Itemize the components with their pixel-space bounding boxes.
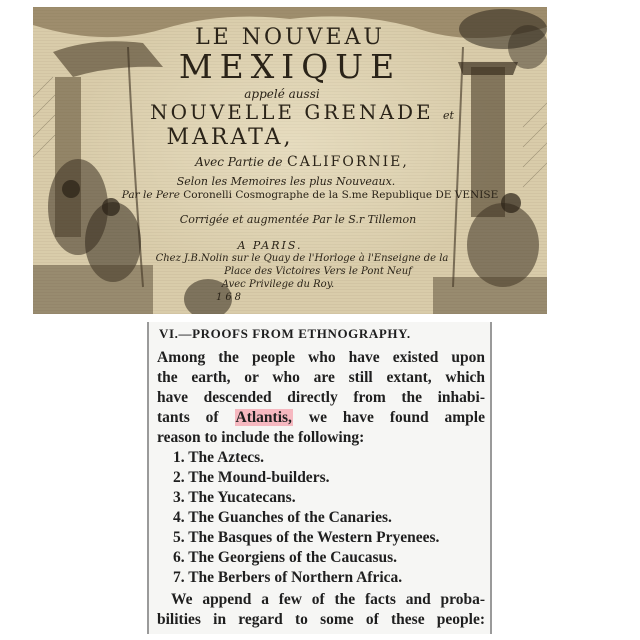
map-title-nouvelle-grenade xyxy=(45,100,547,124)
list-item: 7. The Berbers of Northern Africa. xyxy=(173,569,403,586)
map-line-selon: Selon les Memoires les plus Nouveaux. xyxy=(176,175,396,188)
list-item: 1. The Aztecs. xyxy=(173,449,264,466)
map-title-le-nouveau: LE NOUVEAU xyxy=(195,25,385,50)
map-text-avec: Avec Partie de xyxy=(195,155,283,169)
map-line-avec-californie xyxy=(45,154,547,170)
map-line-privilege: Avec Privilege du Roy. xyxy=(221,279,335,290)
list-item: 6. The Georgiens of the Caucasus. xyxy=(173,549,398,566)
map-text-coronelli: Coronelli Cosmographe de la S.me Republique DE VENISE xyxy=(183,189,499,201)
map-line-chez: Chez J.B.Nolin sur le Quay de l'Horloge à l'Enseigne de la xyxy=(155,253,449,264)
section-heading: VI.—PROOFS FROM ETHNOGRAPHY. xyxy=(159,326,411,341)
highlighted-word-atlantis: Atlantis, xyxy=(235,409,292,426)
list-item: 2. The Mound-builders. xyxy=(173,469,330,486)
map-line-year: 168 xyxy=(215,292,245,303)
closing-line-1: We append a few of the facts and proba- xyxy=(171,591,485,608)
map-line-coronelli xyxy=(53,189,547,201)
intro-line-3: have descended directly from the inhabi- xyxy=(157,389,485,406)
intro-line-1: Among the people who have existed upon xyxy=(157,349,485,366)
closing-line-2: bilities in regard to some of these people: xyxy=(157,611,485,628)
map-title-marata: MARATA, xyxy=(166,125,294,150)
map-title-nouvelle-grenade-text: NOUVELLE GRENADE xyxy=(150,100,434,124)
map-line-place: Place des Victoires Vers le Pont Neuf xyxy=(224,266,412,277)
list-item: 3. The Yucatecans. xyxy=(173,489,296,506)
map-line-a-paris: A PARIS. xyxy=(237,239,303,252)
intro-line-4-after: we have found ample xyxy=(308,409,485,426)
list-item: 5. The Basques of the Western Pryenees. xyxy=(173,529,440,546)
list-item: 4. The Guanches of the Canaries. xyxy=(173,509,392,526)
map-text-appele: appelé aussi xyxy=(244,87,320,101)
map-title-et: et xyxy=(442,109,454,122)
map-text-par: Par le Pere xyxy=(121,189,180,201)
intro-line-4-before: tants of xyxy=(157,409,219,426)
intro-line-2: the earth, or who are still extant, which xyxy=(157,369,485,386)
map-line-corrigee: Corrigée et augmentée Par le S.r Tillemon xyxy=(179,213,417,226)
newspaper-clipping xyxy=(147,322,492,634)
intro-line-5: reason to include the following: xyxy=(157,429,365,446)
map-title-mexique: MEXIQUE xyxy=(178,47,402,86)
map-text-californie: CALIFORNIE, xyxy=(287,154,409,170)
intro-line-4 xyxy=(157,408,485,428)
map-cartouche-image xyxy=(33,7,547,314)
